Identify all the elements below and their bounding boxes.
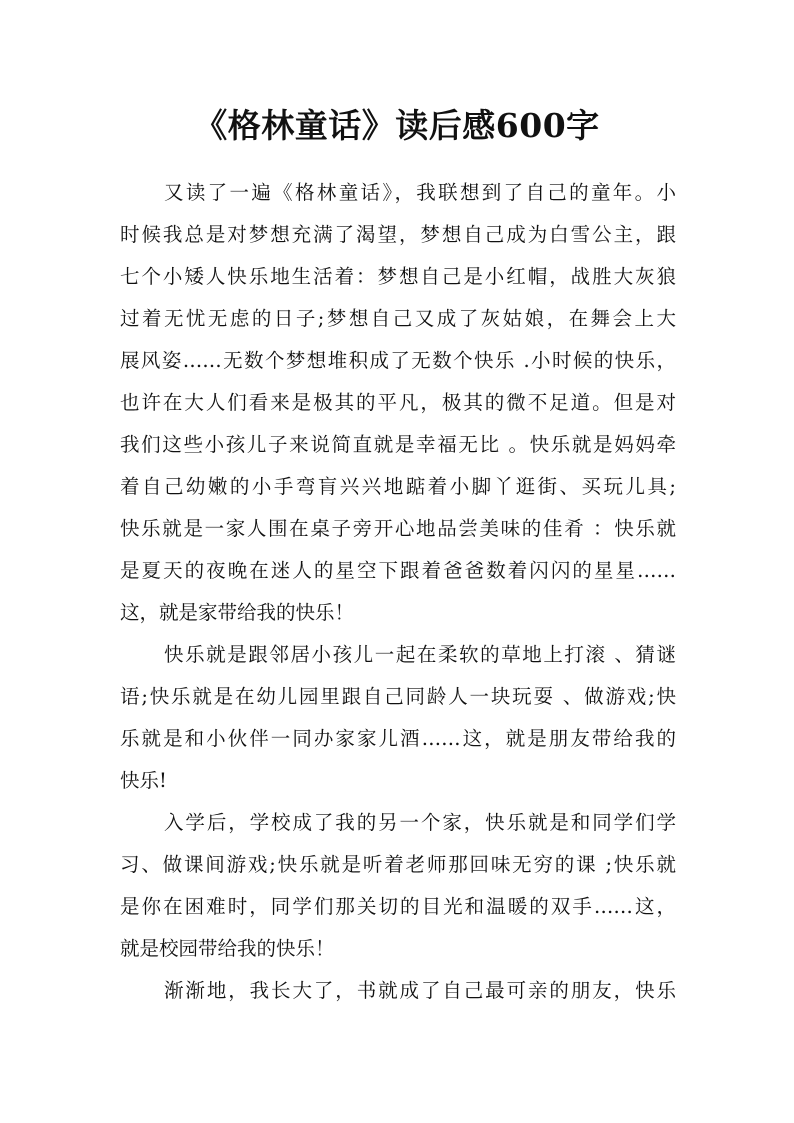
- text-line: 时候我总是对梦想充满了渴望，梦想自己成为白雪公主，跟: [120, 223, 676, 246]
- document-title: 《格林童话》读后感600字: [194, 106, 600, 145]
- text-line: 渐渐地，我长大了，书就成了自己最可亲的朋友，快乐: [164, 979, 676, 1002]
- text-line: 我们这些小孩儿子来说简直就是幸福无比 。快乐就是妈妈牵: [120, 433, 676, 456]
- text-line: 快乐!: [120, 769, 167, 792]
- document-body: [120, 172, 676, 1012]
- paragraph: [120, 970, 676, 1012]
- text-line: 习、做课间游戏;快乐就是听着老师那回味无穷的课 ;快乐就: [120, 853, 676, 876]
- text-line: 七个小矮人快乐地生活着：梦想自己是小红帽，战胜大灰狼: [120, 265, 676, 288]
- text-line: 着自己幼嫩的小手弯肓兴兴地踮着小脚丫逛街、买玩儿具;: [120, 475, 676, 498]
- text-line: 又读了一遍《格林童话》，我联想到了自己的童年。小: [164, 181, 676, 204]
- text-line: 这，就是家带给我的快乐！: [120, 601, 355, 624]
- text-line: 就是校园带给我的快乐！: [120, 937, 335, 960]
- paragraph: [120, 172, 676, 634]
- text-line: 快乐就是跟邻居小孩儿一起在柔软的草地上打滚 、猜谜: [164, 643, 676, 666]
- text-line: 是你在困难时，同学们那关切的目光和温暖的双手……这，: [120, 895, 676, 918]
- text-line: 过着无忧无虑的日子;梦想自己又成了灰姑娘，在舞会上大: [120, 307, 676, 330]
- text-line: 入学后，学校成了我的另一个家，快乐就是和同学们学: [164, 811, 676, 834]
- text-line: 快乐就是一家人围在桌子旁开心地品尝美味的佳肴 ：快乐就: [120, 517, 676, 540]
- text-line: 乐就是和小伙伴一同办家家儿酒……这，就是朋友带给我的: [120, 727, 676, 750]
- text-line: 语;快乐就是在幼儿园里跟自己同龄人一块玩耍 、做游戏;快: [120, 685, 676, 708]
- text-line: 是夏天的夜晚在迷人的星空下跟着爸爸数着闪闪的星星……: [120, 559, 676, 582]
- text-line: 展风姿……无数个梦想堆积成了无数个快乐 .小时候的快乐，: [120, 349, 676, 372]
- paragraph: [120, 802, 676, 970]
- text-line: 也许在大人们看来是极其的平凡，极其的微不足道。但是对: [120, 391, 676, 414]
- paragraph: [120, 634, 676, 802]
